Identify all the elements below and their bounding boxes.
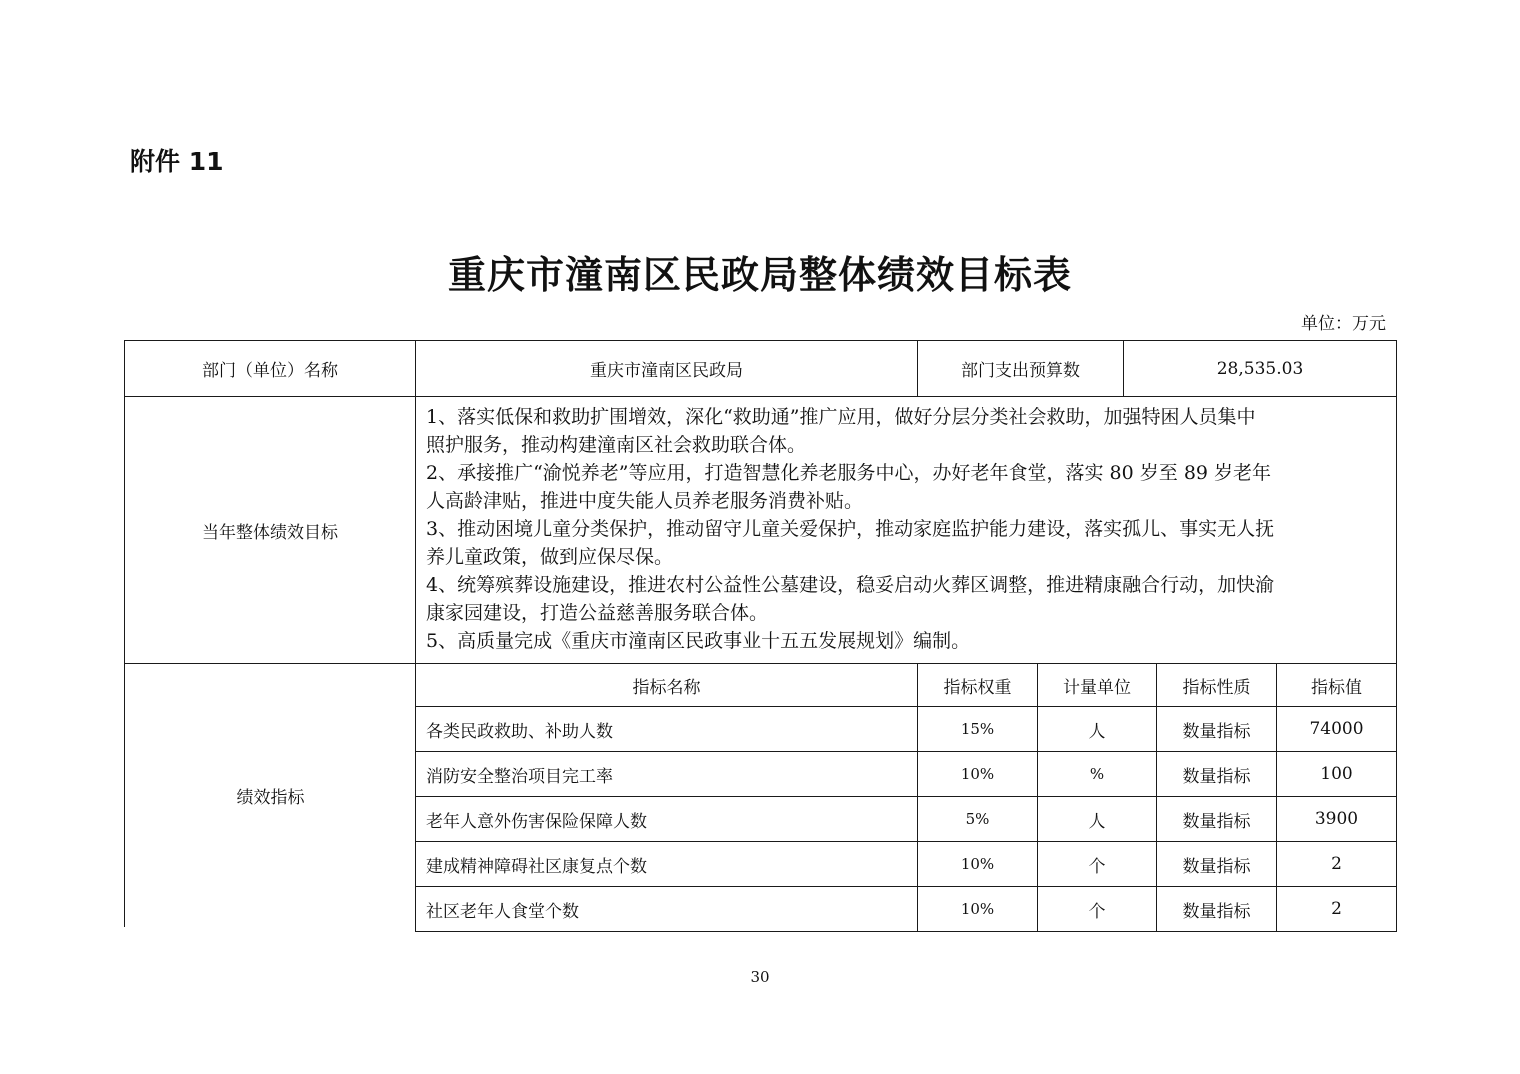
indicator-nature: 数量指标 — [1157, 797, 1277, 842]
indicator-unit: 人 — [1038, 797, 1157, 842]
indicator-weight: 10% — [918, 752, 1038, 797]
page-title: 重庆市潼南区民政局整体绩效目标表 — [447, 253, 1072, 297]
attachment-label: 附件 11 — [130, 147, 224, 176]
indicator-value: 2 — [1277, 887, 1397, 932]
indicator-weight: 10% — [918, 887, 1038, 932]
goal-table — [124, 340, 1397, 664]
header-unit: 计量单位 — [1038, 664, 1157, 707]
indicator-nature: 数量指标 — [1157, 887, 1277, 932]
goal-line: 3、推动困境儿童分类保护，推动留守儿童关爱保护，推动家庭监护能力建设，落实孤儿、事实无人抚 — [426, 518, 1275, 540]
indicator-nature: 数量指标 — [1157, 707, 1277, 752]
indicator-weight: 10% — [918, 842, 1038, 887]
indicator-weight: 5% — [918, 797, 1038, 842]
indicator-name: 消防安全整治项目完工率 — [416, 752, 918, 797]
indicator-weight: 15% — [918, 707, 1038, 752]
indicator-value: 2 — [1277, 842, 1397, 887]
indicators-header-row — [416, 664, 1397, 707]
header-value: 指标值 — [1277, 664, 1397, 707]
indicator-value: 3900 — [1277, 797, 1397, 842]
indicators-label-text: 绩效指标 — [236, 787, 305, 808]
table-row — [416, 842, 1397, 887]
indicator-value: 74000 — [1277, 707, 1397, 752]
goal-line: 康家园建设，打造公益慈善服务联合体。 — [426, 602, 769, 624]
goal-line: 人高龄津贴，推进中度失能人员养老服务消费补贴。 — [426, 490, 864, 512]
table-row — [416, 707, 1397, 752]
indicators-table — [415, 663, 1397, 932]
goal-line: 5、高质量完成《重庆市潼南区民政事业十五五发展规划》编制。 — [426, 630, 971, 652]
table-row — [416, 752, 1397, 797]
goal-line: 1、落实低保和救助扩围增效，深化“救助通”推广应用，做好分层分类社会救助，加强特困人员集中 — [426, 406, 1256, 428]
indicator-name: 老年人意外伤害保险保障人数 — [416, 797, 918, 842]
header-indicator-name: 指标名称 — [416, 664, 918, 707]
goal-line: 4、统筹殡葬设施建设，推进农村公益性公墓建设，稳妥启动火葬区调整，推进精康融合行动，加快渝 — [426, 574, 1275, 596]
indicator-nature: 数量指标 — [1157, 752, 1277, 797]
budget-label: 部门支出预算数 — [918, 341, 1124, 397]
indicator-name: 建成精神障碍社区康复点个数 — [416, 842, 918, 887]
budget-value: 28,535.03 — [1124, 341, 1397, 397]
indicator-unit: 个 — [1038, 842, 1157, 887]
dept-row — [125, 341, 1397, 397]
goals-text — [416, 397, 1397, 664]
unit-label: 单位：万元 — [1301, 314, 1386, 334]
goals-label: 当年整体绩效目标 — [125, 397, 416, 664]
table-row — [416, 797, 1397, 842]
table-row — [416, 887, 1397, 932]
goal-line: 照护服务，推动构建潼南区社会救助联合体。 — [426, 434, 807, 456]
indicator-nature: 数量指标 — [1157, 842, 1277, 887]
header-nature: 指标性质 — [1157, 664, 1277, 707]
indicator-unit: 人 — [1038, 707, 1157, 752]
dept-name-value: 重庆市潼南区民政局 — [416, 341, 918, 397]
header-weight: 指标权重 — [918, 664, 1038, 707]
indicator-name: 社区老年人食堂个数 — [416, 887, 918, 932]
indicator-name: 各类民政救助、补助人数 — [416, 707, 918, 752]
indicators-label — [124, 663, 416, 927]
goals-row — [125, 397, 1397, 664]
dept-name-label: 部门（单位）名称 — [125, 341, 416, 397]
indicator-unit: % — [1038, 752, 1157, 797]
indicator-unit: 个 — [1038, 887, 1157, 932]
goal-line: 养儿童政策，做到应保尽保。 — [426, 546, 674, 568]
goal-line: 2、承接推广“渝悦养老”等应用，打造智慧化养老服务中心，办好老年食堂，落实 80 岁至 89 岁老年 — [426, 462, 1272, 484]
indicator-value: 100 — [1277, 752, 1397, 797]
page-number: 30 — [750, 968, 770, 986]
